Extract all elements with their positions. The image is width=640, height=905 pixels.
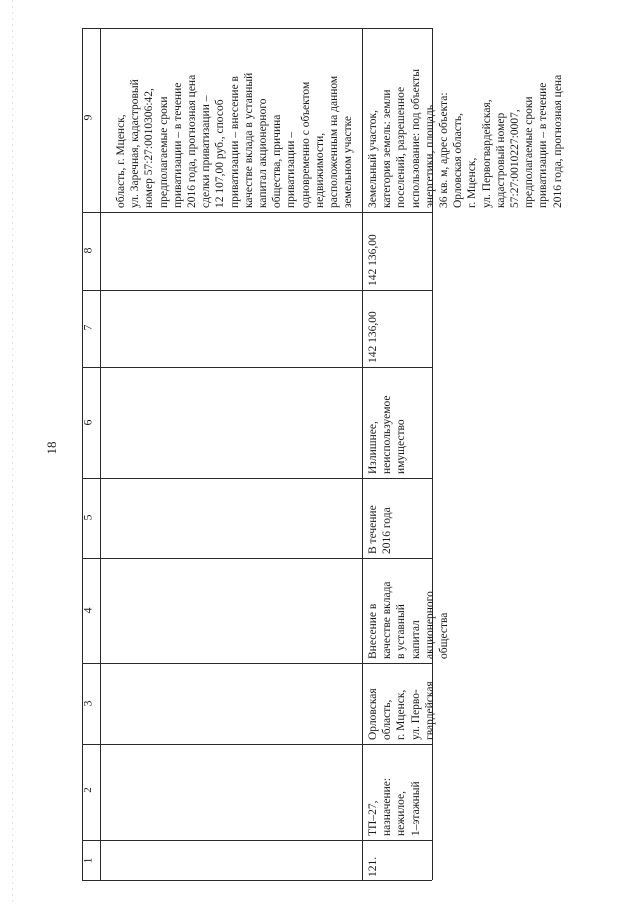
- header-col-8: 8: [80, 247, 95, 254]
- header-col-2: 2: [81, 787, 94, 793]
- privatization-term: В течение 2016 года: [367, 505, 394, 554]
- continuation-cell-col9: область, г. Мценск, ул. Заречная, кадастровый номер 57:27:0010306:42, предполагаемые сроки приватизации – в течение 2016 года, прогнозная цена сделки приватизации – 12 107,00 руб., способ приватизации – внесение в качестве вклада в уставный капитал акционерного общества, причина приватизации – одновременно с объектом недвижимости, расположенным на данном земельном участке: [115, 72, 355, 208]
- header-col-5: 5: [80, 514, 95, 521]
- header-col-4: 4: [80, 607, 95, 614]
- header-col-6: 6: [80, 419, 95, 426]
- object-address: Орловская область, г. Мценск, ул. Перво- гвардейская: [367, 681, 436, 740]
- header-col-1: 1: [80, 857, 95, 864]
- privatization-reason: Излишнее, неиспользуемое имущество: [367, 395, 408, 474]
- col-border: [82, 744, 432, 745]
- header-col-9: 9: [80, 114, 95, 121]
- object-name: ТП–27, назначение: нежилое, 1–этажный: [367, 777, 422, 836]
- land-plot-description: Земельный участок, категория земель: земли поселений, разрешенное использование: под объекты энергетики, площадь 36 кв. м, адрес объекта: Орловская область, г. Мценск, ул. Первогвардейская, кадастровый номер 57:27:0010227:0007, предполагаемые сроки приватизации – в течение 2016 года, прогнозная цена: [367, 69, 564, 208]
- header-row-border: [100, 28, 101, 880]
- table-border-left: [82, 28, 83, 880]
- row-number: 121.: [367, 856, 379, 877]
- header-col-7: 7: [80, 324, 95, 331]
- privatization-method: Внесение в качестве вклада в уставный капитал акционерного общества: [367, 581, 451, 659]
- row-border: [362, 28, 363, 880]
- value-col8: 142 136,00: [367, 234, 379, 286]
- table-border-bottom: [82, 880, 432, 881]
- value-col7: 142 136,00: [367, 311, 379, 363]
- page-number: 18: [44, 441, 59, 455]
- header-col-3: 3: [80, 700, 95, 707]
